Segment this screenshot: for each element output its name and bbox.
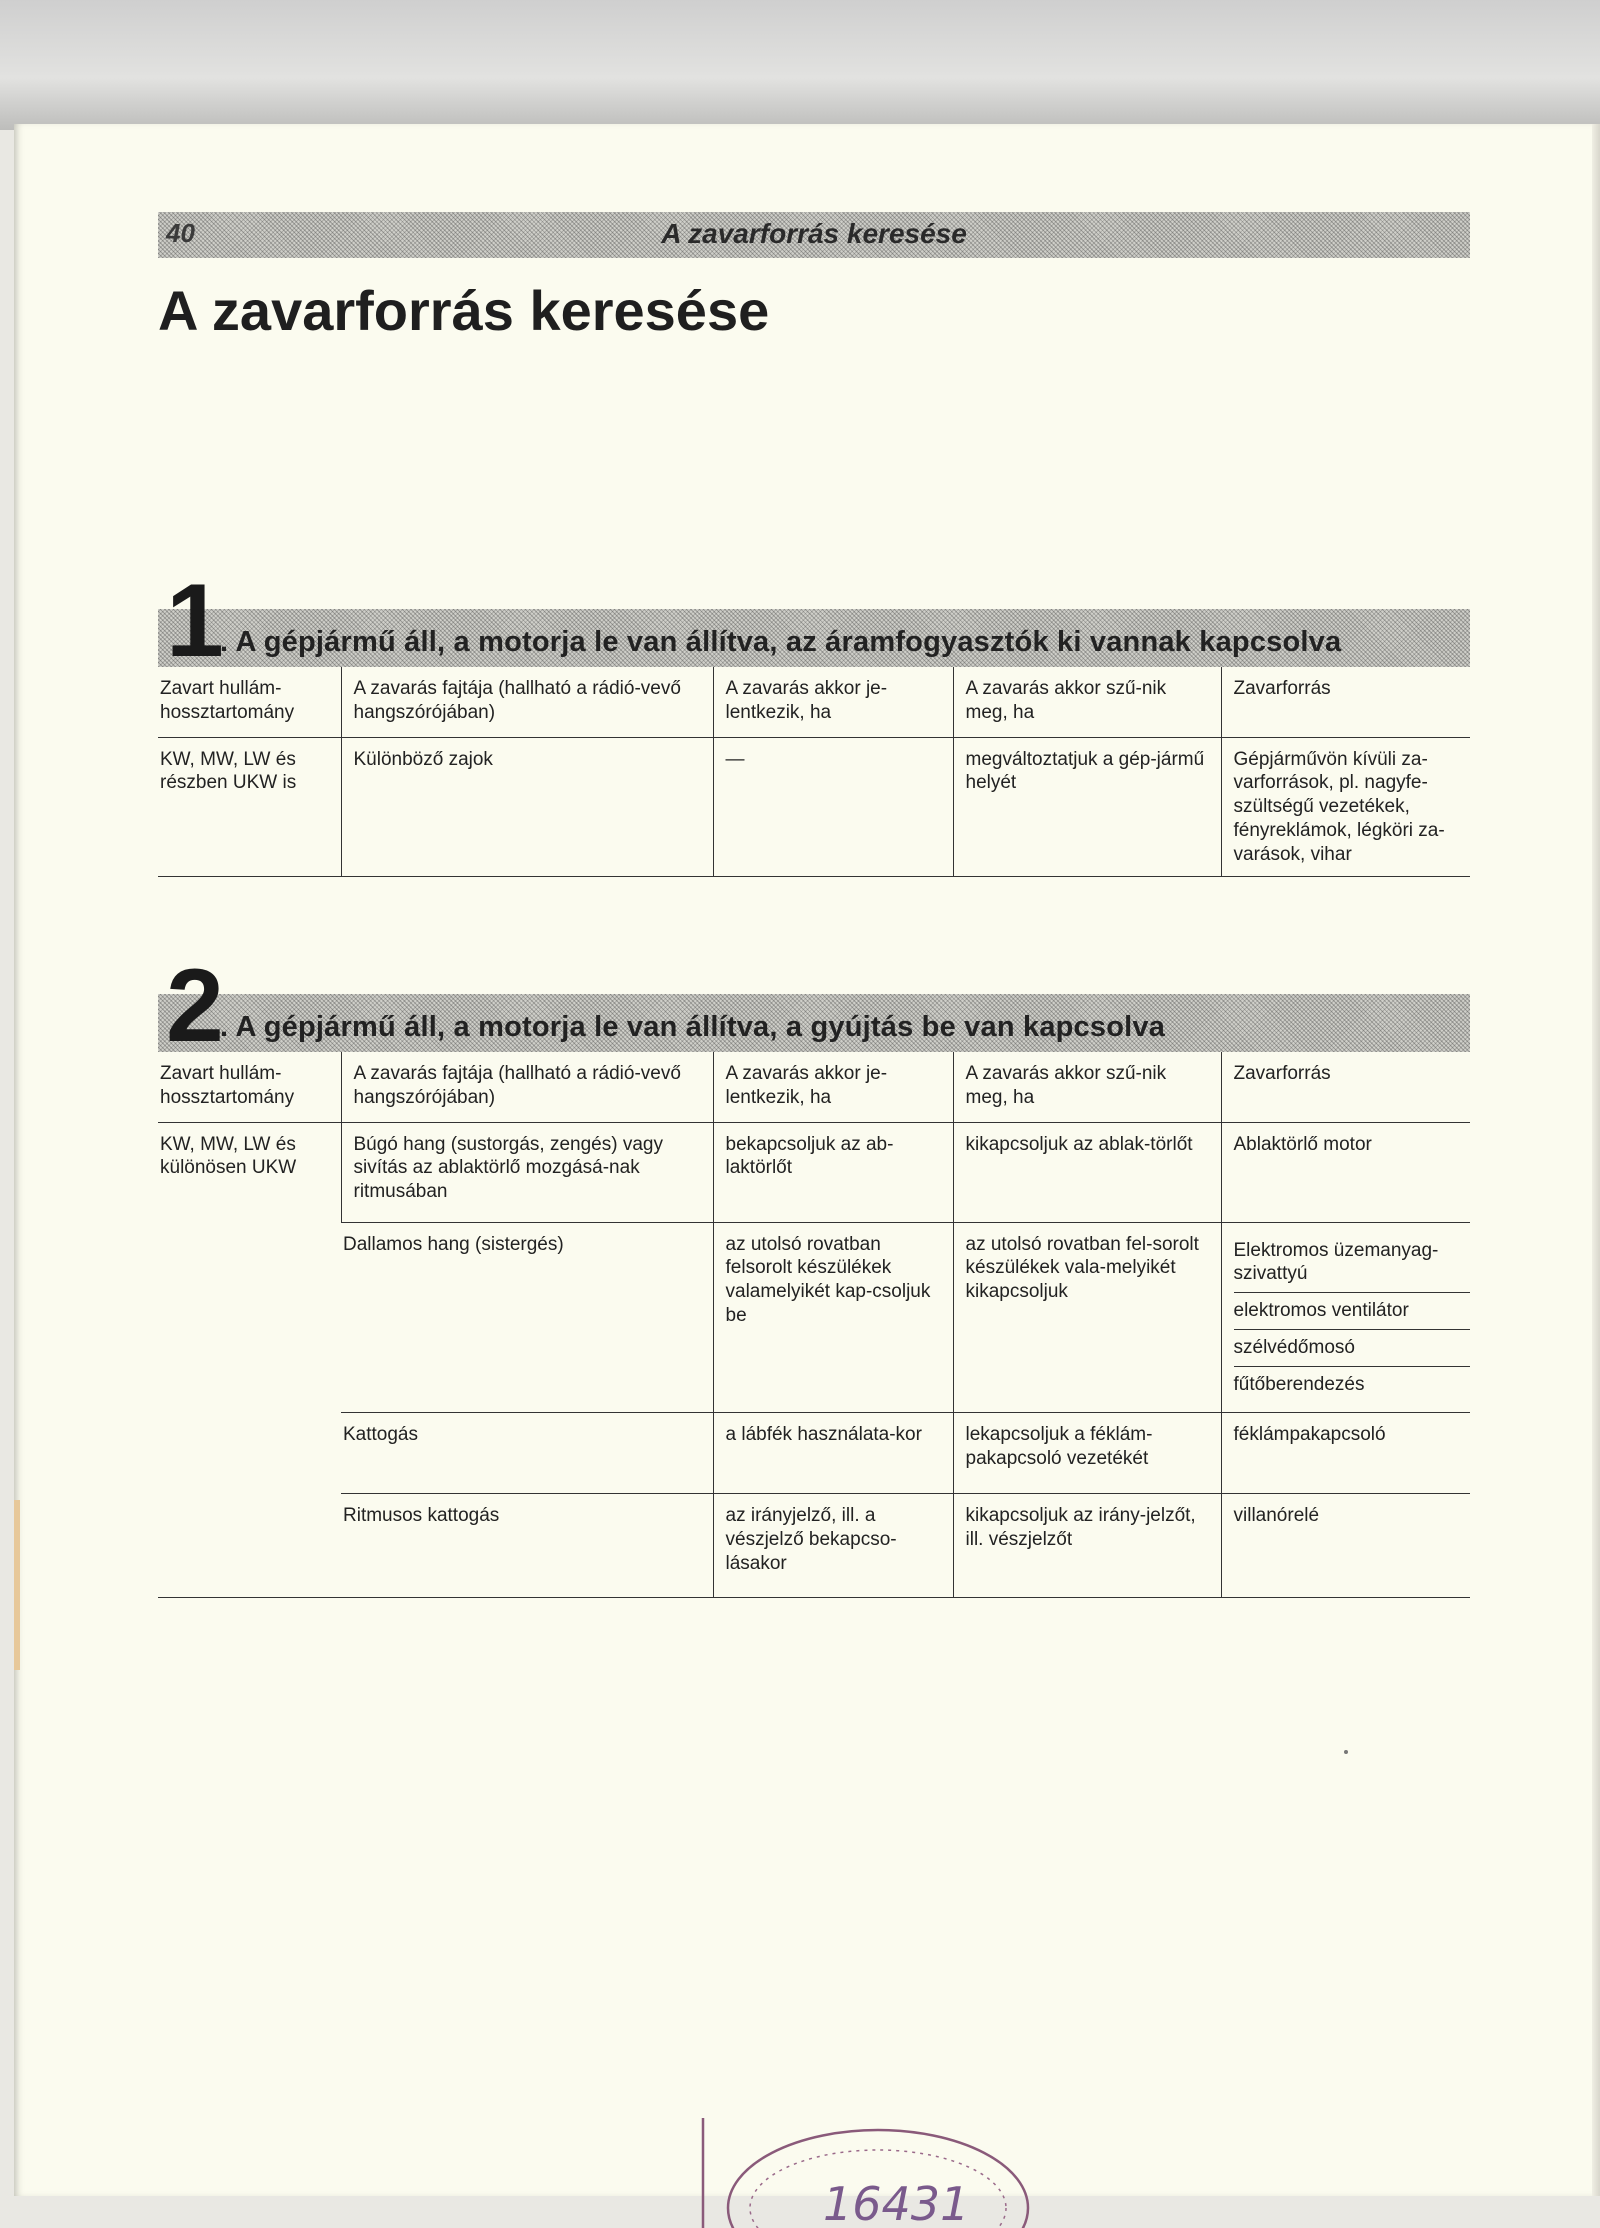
page-number: 40 [166, 218, 195, 248]
starts-cell: — [713, 737, 953, 877]
page-title: A zavarforrás keresése [158, 279, 770, 342]
source-cell: villanórelé [1221, 1494, 1470, 1598]
column-header-type: A zavarás fajtája (hallható a rádió-vevő hangszórójában) [341, 667, 713, 737]
column-header-stops: A zavarás akkor szű-nik meg, ha [953, 1052, 1221, 1122]
column-header-band: Zavart hullám-hossztartomány [158, 667, 341, 737]
starts-cell: bekapcsoljuk az ab-laktörlőt [713, 1122, 953, 1222]
table-row [158, 1413, 1470, 1494]
table-row [158, 1222, 1470, 1413]
stops-cell: megváltoztatjuk a gép-jármű helyét [953, 737, 1221, 877]
type-cell: Búgó hang (sustorgás, zengés) vagy sivítás az ablaktörlő mozgásá-nak ritmusában [341, 1122, 713, 1222]
section-2-title: . A gépjármű áll, a motorja le van állítva, a gyújtás be van kapcsolva [220, 1011, 1166, 1043]
source-cell: Gépjárművön kívüli za-varforrások, pl. nagyfe-szültségű vezetékek, fényreklámok, légköri za-varások, vihar [1221, 737, 1470, 877]
source-item: szélvédőmosó [1234, 1330, 1471, 1367]
source-item: fűtőberendezés [1233, 1373, 1365, 1395]
stops-cell: kikapcsoljuk az irány-jelzőt, ill. vészjelzőt [953, 1494, 1221, 1598]
section-1-title: . A gépjármű áll, a motorja le van állítva, az áramfogyasztók ki vannak kapcsolva [220, 626, 1342, 658]
section-1-table [158, 667, 1470, 877]
section-2-banner [158, 948, 1470, 1064]
type-cell: Dallamos hang (sistergés) [341, 1222, 713, 1413]
stops-cell: az utolsó rovatban fel-sorolt készülékek vala-melyikét kikapcsoljuk [953, 1222, 1221, 1413]
section-2-number: 2 [166, 948, 224, 1064]
stops-cell: lekapcsoljuk a féklám-pakapcsoló vezetékét [953, 1413, 1221, 1494]
column-header-stops: A zavarás akkor szű-nik meg, ha [953, 667, 1221, 737]
table-row [158, 737, 1470, 877]
starts-cell: a lábfék használata-kor [713, 1413, 953, 1494]
band-cell: KW, MW, LW és részben UKW is [158, 737, 341, 877]
source-cell: féklámpakapcsoló [1221, 1413, 1470, 1494]
starts-cell: az utolsó rovatban felsorolt készülékek valamelyikét kap-csoljuk be [713, 1222, 953, 1413]
running-header-title: A zavarforrás keresése [661, 218, 967, 249]
section-1-banner [158, 563, 1470, 679]
running-header [158, 212, 1470, 258]
section-2-table [158, 1052, 1470, 1598]
table-header-row [158, 1052, 1470, 1122]
stops-cell: kikapcsoljuk az ablak-törlőt [953, 1122, 1221, 1222]
source-item: Elektromos üzemanyag-szivattyú [1234, 1233, 1471, 1294]
page-margin-mark [14, 1500, 20, 1670]
page-edge [1592, 124, 1600, 2196]
source-item: elektromos ventilátor [1234, 1293, 1471, 1330]
stamp-number: 16431 [823, 2177, 970, 2228]
table-header-row [158, 667, 1470, 737]
column-header-band: Zavart hullám-hossztartomány [158, 1052, 341, 1122]
band-cell: KW, MW, LW és különösen UKW [158, 1122, 341, 1598]
section-1-number: 1 [166, 563, 224, 679]
column-header-type: A zavarás fajtája (hallható a rádió-vevő hangszórójában) [341, 1052, 713, 1122]
paper-speck [1344, 1750, 1348, 1754]
type-cell: Ritmusos kattogás [341, 1494, 713, 1598]
column-header-starts: A zavarás akkor je-lentkezik, ha [713, 1052, 953, 1122]
starts-cell: az irányjelző, ill. a vészjelző bekapcso-lásakor [713, 1494, 953, 1598]
column-header-source: Zavarforrás [1221, 1052, 1470, 1122]
column-header-source: Zavarforrás [1221, 667, 1470, 737]
table-row [158, 1494, 1470, 1598]
type-cell: Különböző zajok [341, 737, 713, 877]
table-row [158, 1122, 1470, 1222]
scanner-background [0, 0, 1600, 130]
type-cell: Kattogás [341, 1413, 713, 1494]
source-cell [1221, 1222, 1470, 1413]
source-cell: Ablaktörlő motor [1221, 1122, 1470, 1222]
column-header-starts: A zavarás akkor je-lentkezik, ha [713, 667, 953, 737]
library-stamp [698, 2108, 1048, 2228]
